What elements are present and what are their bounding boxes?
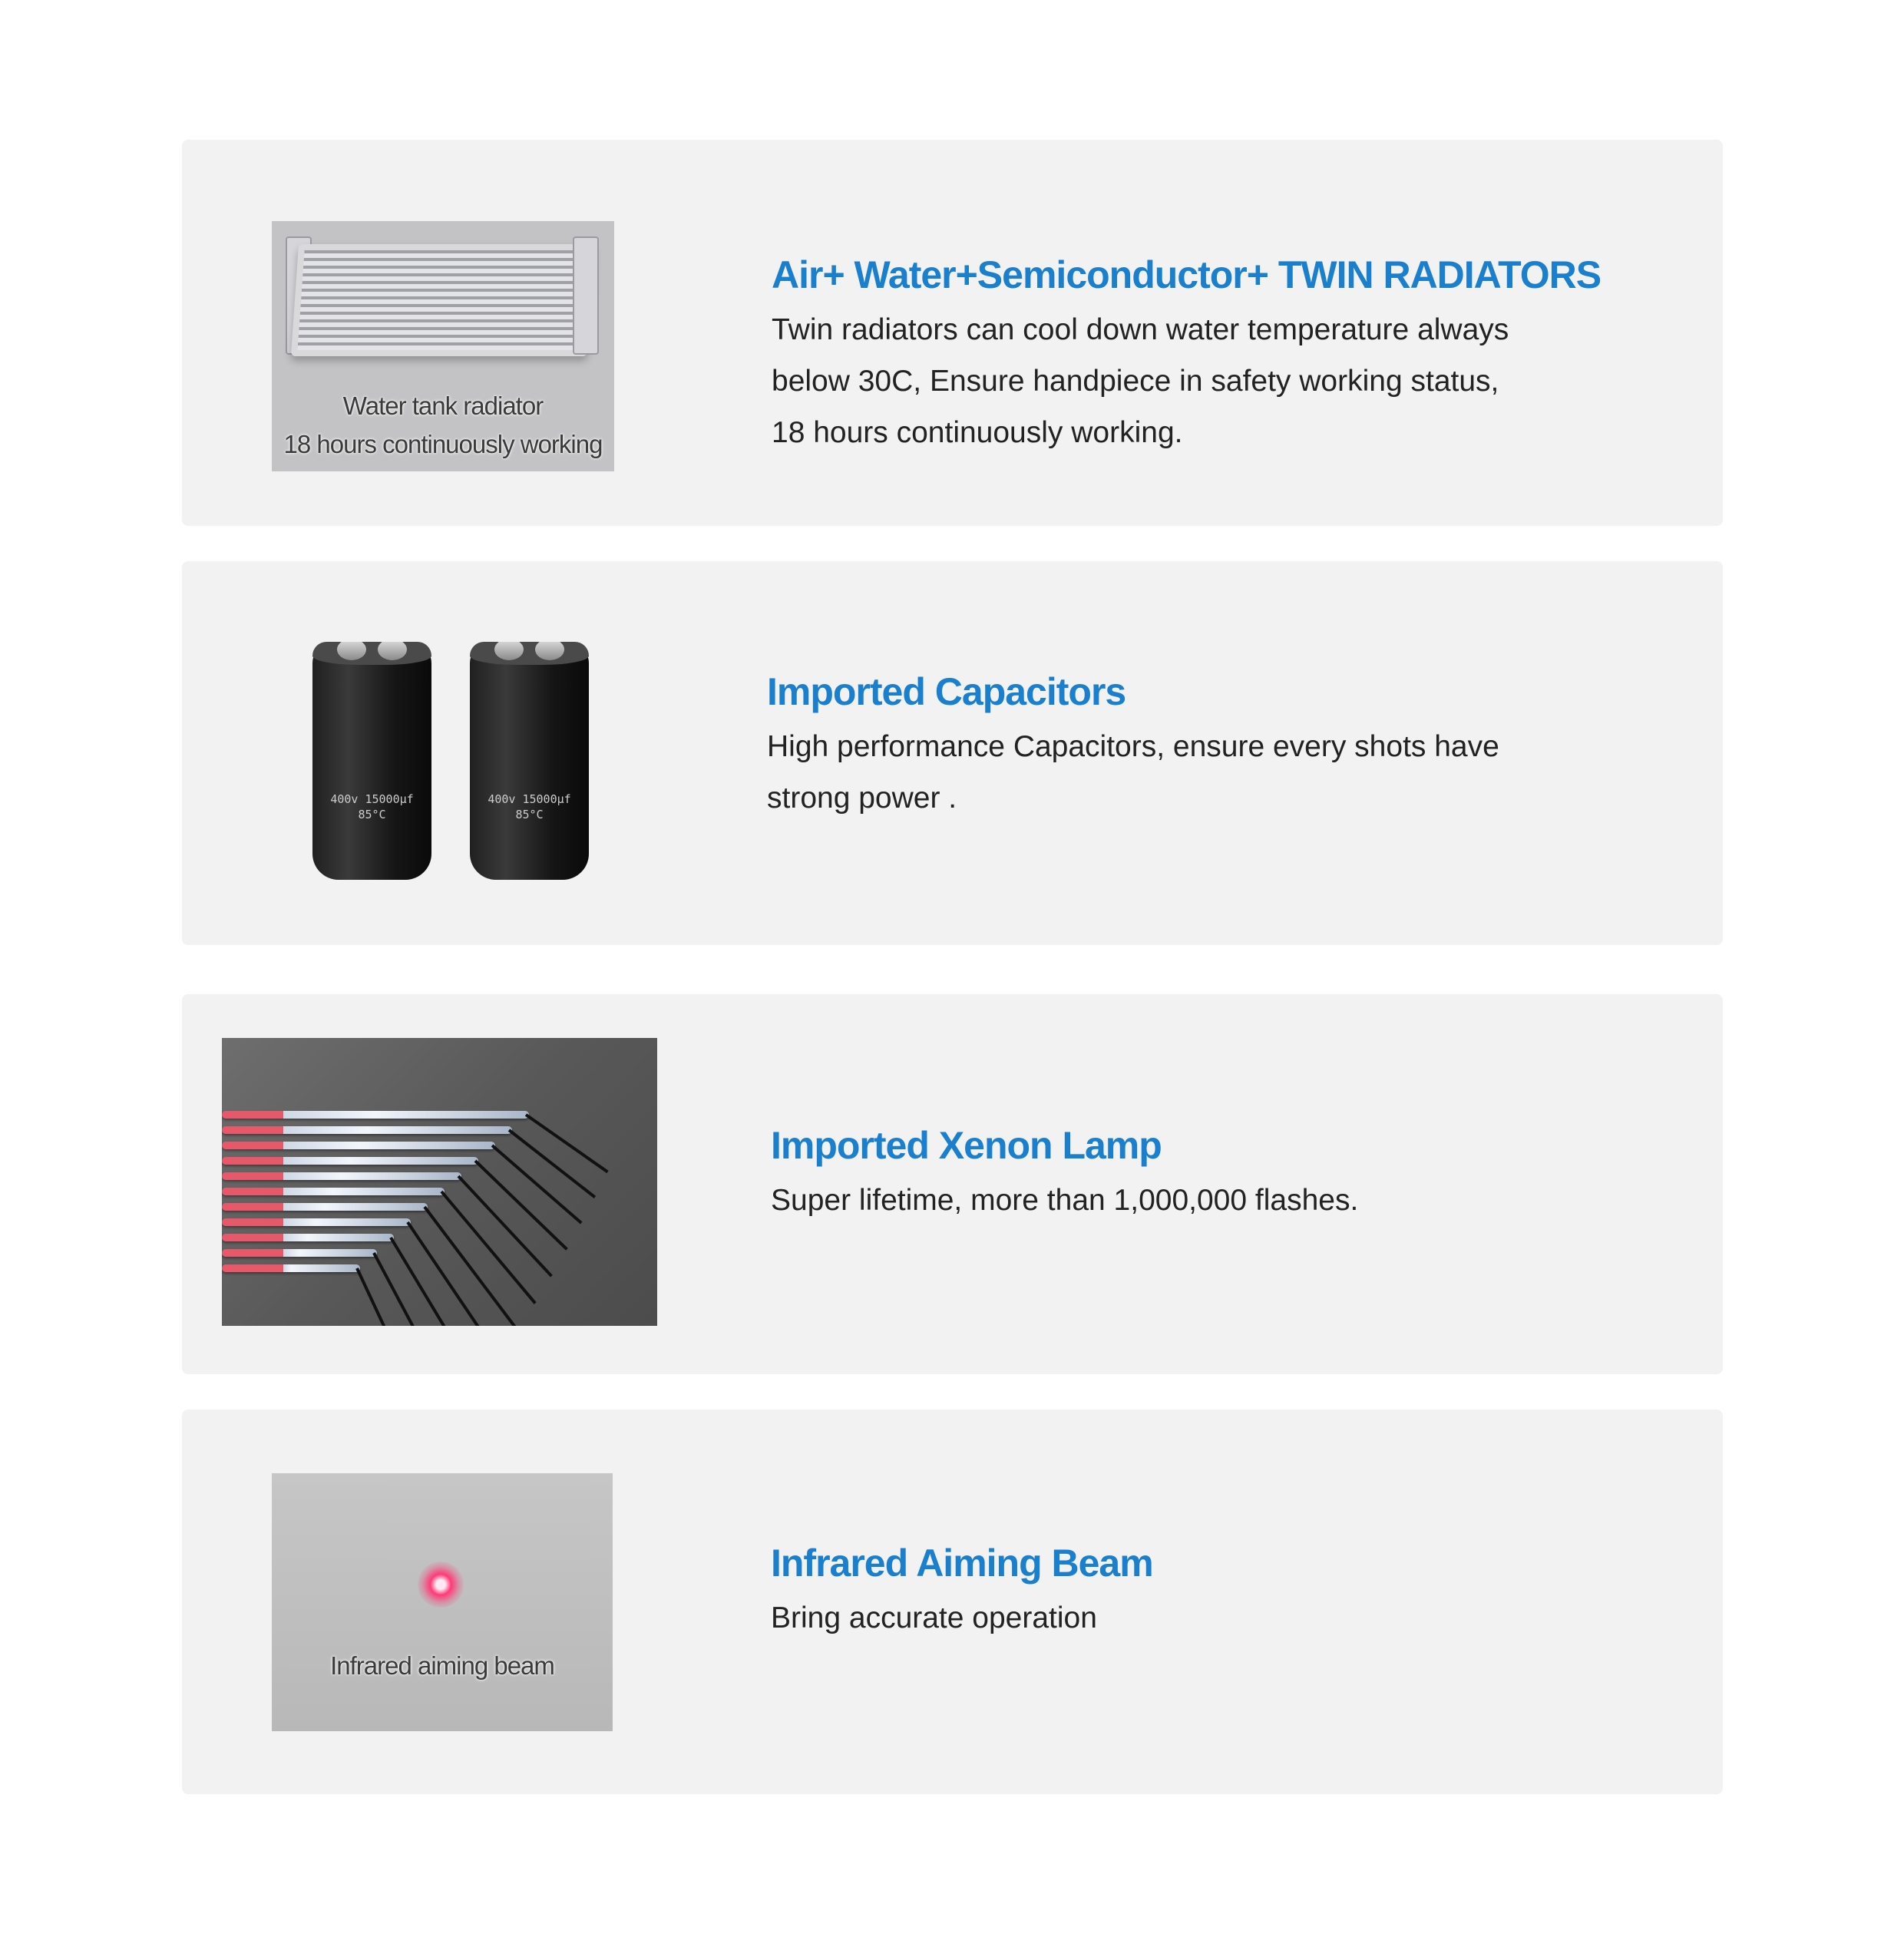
xenon-lamp-wire [508, 1129, 596, 1198]
radiator-caption-line-1: Water tank radiator [342, 392, 544, 420]
capacitor [312, 642, 431, 880]
feature-title: Infrared Aiming Beam [771, 1542, 1153, 1585]
capacitor [470, 642, 589, 880]
capacitors-image [305, 642, 627, 895]
aiming-beam-image [272, 1473, 613, 1731]
xenon-lamp-wire [406, 1221, 501, 1326]
feature-description-line: below 30C, Ensure handpiece in safety working status, [772, 365, 1499, 398]
xenon-lamp-tube [222, 1218, 411, 1226]
feature-card-xenon-lamp [182, 994, 1723, 1374]
feature-description-line: 18 hours continuously working. [772, 416, 1183, 449]
feature-card-capacitors [182, 561, 1723, 945]
xenon-lamps-image [222, 1038, 657, 1326]
xenon-lamp-tube [222, 1172, 461, 1180]
xenon-lamp-wire [372, 1252, 461, 1326]
feature-text [767, 669, 1499, 824]
feature-title: Imported Capacitors [767, 670, 1126, 713]
feature-text [772, 252, 1601, 458]
xenon-lamp-tube [222, 1188, 445, 1195]
xenon-lamp-tube [222, 1157, 478, 1165]
xenon-lamp-tube [222, 1234, 394, 1241]
xenon-lamp-tube [222, 1264, 360, 1272]
aiming-beam-dot [418, 1562, 464, 1608]
feature-description-line: Twin radiators can cool down water temperature always [772, 313, 1509, 346]
feature-text [771, 1122, 1358, 1226]
xenon-lamp-wire [525, 1113, 609, 1173]
feature-title: Imported Xenon Lamp [771, 1124, 1162, 1167]
feature-description-line: Bring accurate operation [771, 1601, 1097, 1634]
xenon-lamp-tube [222, 1126, 512, 1134]
radiator-image [272, 221, 614, 471]
capacitor-rating: 400v 15000µf 85°C [330, 792, 414, 821]
xenon-lamp-tube [222, 1142, 495, 1149]
radiator-end-cap [573, 236, 599, 355]
feature-description-line: Super lifetime, more than 1,000,000 flashes. [771, 1184, 1359, 1217]
aiming-beam-caption: Infrared aiming beam [330, 1651, 554, 1680]
feature-description-line: strong power . [767, 782, 957, 815]
xenon-lamp-wire [491, 1144, 583, 1224]
feature-card-aiming-beam [182, 1410, 1723, 1794]
xenon-lamp-tube [222, 1111, 529, 1119]
radiator-caption-line-2: 18 hours continuously working [283, 430, 603, 458]
feature-card-radiators [182, 140, 1723, 526]
feature-text [771, 1540, 1153, 1644]
capacitor-rating: 400v 15000µf 85°C [488, 792, 571, 821]
feature-title: Air+ Water+Semiconductor+ TWIN RADIATORS [772, 253, 1602, 296]
xenon-lamp-tube [222, 1203, 428, 1211]
radiator-fins [291, 244, 595, 356]
xenon-lamp-tube [222, 1249, 377, 1257]
feature-description-line: High performance Capacitors, ensure every shots have [767, 730, 1499, 763]
